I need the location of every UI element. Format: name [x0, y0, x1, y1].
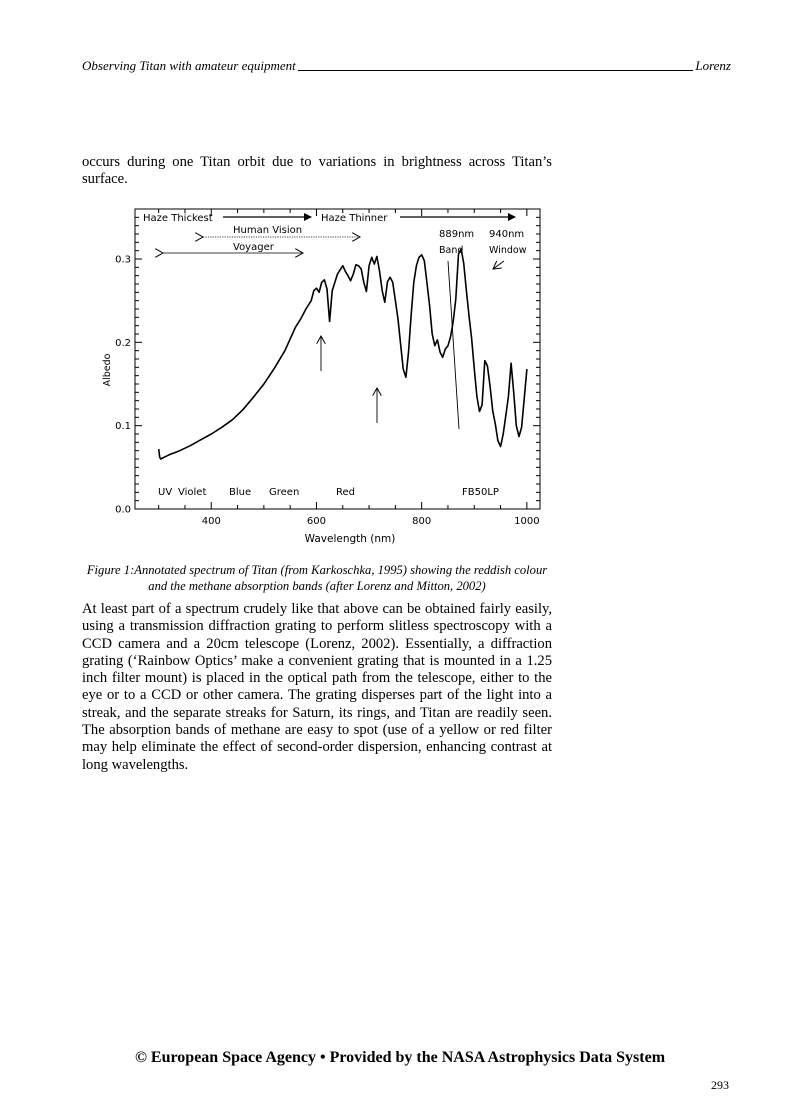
y-tick-label: 0.2 — [115, 337, 131, 349]
annotation-889-band: Band — [439, 245, 464, 256]
label-green: Green — [269, 487, 300, 498]
annotation-voyager: Voyager — [233, 242, 274, 253]
copyright-footer: © European Space Agency • Provided by the NASA Astrophysics Data System — [134, 1049, 666, 1066]
label-red: Red — [336, 487, 355, 498]
annotation-940nm: 940nm — [489, 229, 525, 240]
annotation-haze-thickest: Haze Thickest — [143, 213, 213, 224]
running-header — [82, 58, 731, 74]
label-blue: Blue — [229, 487, 252, 498]
y-tick-label: 0.1 — [115, 421, 131, 433]
label-violet: Violet — [178, 487, 207, 498]
x-axis-label: Wavelength (nm) — [304, 533, 396, 545]
y-tick-label: 0.0 — [115, 504, 131, 516]
spectrum-series-line — [159, 249, 527, 459]
running-header-author: Lorenz — [695, 58, 731, 73]
annotation-940-window: Window — [489, 245, 527, 256]
annotation-human-vision: Human Vision — [233, 225, 303, 236]
annotation-889nm: 889nm — [439, 229, 475, 240]
label-uv: UV — [158, 487, 173, 498]
paragraph-main: At least part of a spectrum crudely like that above can be obtained fairly easily, using a transmission diffraction grating to perform slitless spectroscopy with a CCD camera and a 20cm telescope (Lorenz, 2002). Essentially, a diffraction grating (‘Rainbow Optics’ make a convenient grating that is mounted in a 1.25 inch filter mount) is placed in the optical path from the telescope, either to the eye or to a CCD or other camera. The grating disperses part of the light into a streak, and the separate streaks for Saturn, its rings, and Titan are readily seen. The absorption bands of methane are easy to spot (use of a yellow or red filter may help eliminate the effect of second-order dispersion, enhancing contrast at long wavelengths. — [82, 601, 552, 773]
paragraph-continuation: occurs during one Titan orbit due to variations in brightness across Titan’s surface. — [82, 154, 552, 188]
y-tick-label: 0.3 — [115, 254, 131, 266]
annotation-haze-thinner: Haze Thinner — [321, 213, 388, 224]
x-tick-label: 800 — [412, 516, 432, 527]
figure-caption: Figure 1:Annotated spectrum of Titan (from Karkoschka, 1995) showing the reddish colour and the methane absorption bands (after Lorenz and Mitton, 2002) — [86, 563, 548, 593]
plot-frame — [135, 209, 540, 509]
titan-spectrum-chart — [102, 203, 540, 545]
x-tick-label: 600 — [306, 516, 327, 527]
axis-ticks — [135, 209, 540, 509]
running-header-rule — [298, 69, 694, 71]
titan-spectrum-figure — [102, 203, 540, 545]
page-number: 293 — [711, 1078, 729, 1092]
window-940-pointer-arrow — [493, 261, 504, 269]
label-fb50lp: FB50LP — [462, 487, 499, 498]
x-tick-label: 400 — [201, 516, 221, 527]
running-header-title: Observing Titan with amateur equipment — [82, 58, 296, 73]
y-axis-label: Albedo — [102, 353, 113, 387]
x-tick-label: 1000 — [514, 516, 540, 527]
